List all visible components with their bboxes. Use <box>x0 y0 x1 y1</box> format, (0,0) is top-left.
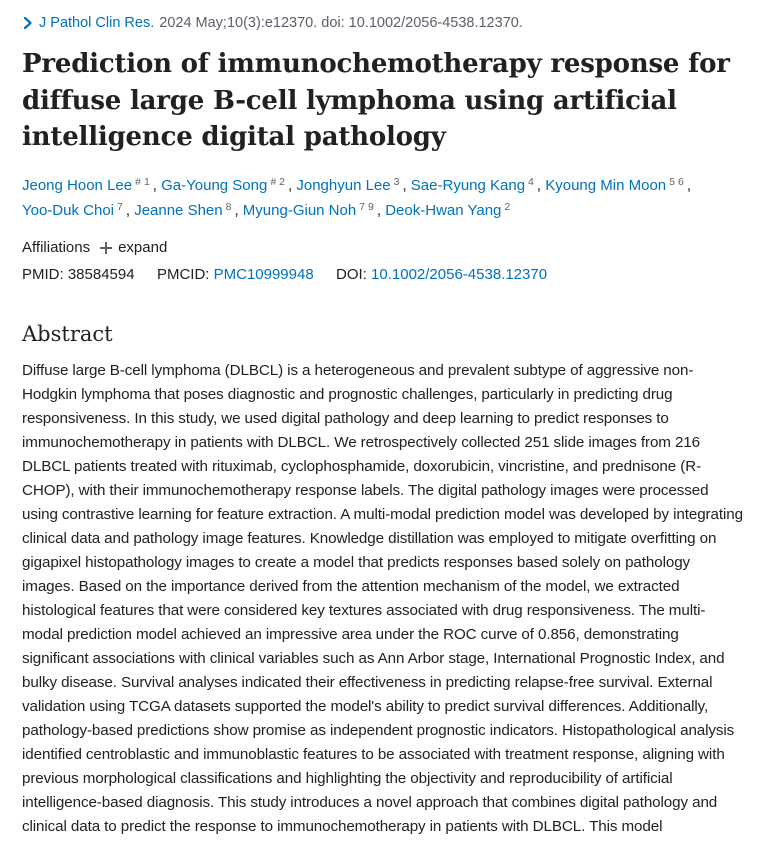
author-affiliation-marks <box>528 176 537 188</box>
author-link[interactable]: Ga-Young Song <box>161 176 268 194</box>
expand-affiliations-button[interactable] <box>100 237 167 259</box>
citation-details: 2024 May;10(3):e12370. doi: 10.1002/2056-4538.12370. <box>159 15 523 31</box>
affiliation-mark[interactable]: 7 <box>117 200 123 213</box>
author-item <box>385 202 513 219</box>
author-link[interactable]: Myung-Giun Noh <box>242 201 357 219</box>
affiliation-mark[interactable]: 4 <box>528 175 534 188</box>
affiliation-mark[interactable]: 5 <box>669 175 675 188</box>
author-item <box>22 177 153 194</box>
author-link[interactable]: Yoo-Duk Choi <box>22 201 114 219</box>
author-affiliation-marks <box>135 176 153 188</box>
pmid-value: 38584594 <box>67 265 135 283</box>
expand-label: expand <box>118 238 168 256</box>
author-item <box>411 177 537 194</box>
article-header <box>22 12 746 839</box>
author-affiliation-marks <box>270 176 288 188</box>
author-item <box>161 177 288 194</box>
author-item <box>296 177 402 194</box>
author-link[interactable]: Jeanne Shen <box>134 201 223 219</box>
pmcid-label: PMCID: <box>156 265 210 283</box>
author-affiliation-marks <box>117 201 126 213</box>
journal-link[interactable]: J Pathol Clin Res. <box>39 15 155 31</box>
abstract-heading: Abstract <box>22 321 113 346</box>
author-list: Jeong Hoon Lee $^{\# 1}$ , Ga-Young Song $^{\# 2}$ , Jonghyun Lee $^3$ , Sae-Ryung Kang $^4$ , Kyoung Min Moon $^{5 6}$ , Yoo-Duk Choi $^7$ , Jeanne Shen $^8$ , Myung-Giun Noh $^{7 9}$ , Deok-Hwan Yang $^2$ <box>22 175 691 219</box>
affiliation-mark[interactable]: 2 <box>279 175 286 188</box>
author-affiliation-marks <box>359 201 377 213</box>
author-link[interactable]: Jonghyun Lee <box>296 176 391 194</box>
article-title: Prediction of immunochemotherapy response for diffuse large B-cell lymphoma using artificial intelligence digital pathology <box>22 49 730 152</box>
citation-line <box>22 12 746 34</box>
affiliation-mark[interactable]: 9 <box>368 200 374 213</box>
doi-link[interactable]: 10.1002/2056-4538.12370 <box>371 265 548 283</box>
author-item <box>134 202 234 219</box>
author-affiliation-marks <box>504 201 513 213</box>
author-link[interactable]: Deok-Hwan Yang <box>385 201 502 219</box>
author-link[interactable]: Kyoung Min Moon <box>545 176 667 194</box>
author-link[interactable]: Sae-Ryung Kang <box>410 176 526 194</box>
affiliation-mark[interactable]: # <box>135 175 141 188</box>
chevron-right-icon <box>22 16 34 30</box>
pmid-label: PMID: <box>22 265 64 283</box>
plus-icon <box>100 242 112 254</box>
affiliation-mark[interactable]: 1 <box>143 175 150 188</box>
affiliation-mark[interactable]: 3 <box>393 175 400 188</box>
author-item <box>22 202 126 219</box>
affiliation-mark[interactable]: 7 <box>359 200 366 213</box>
affiliation-mark[interactable]: 2 <box>504 200 511 213</box>
affiliations-label: Affiliations <box>22 238 91 256</box>
author-item <box>545 177 687 194</box>
abstract-text: Diffuse large B-cell lymphoma (DLBCL) is a heterogeneous and prevalent subtype of aggressive non-Hodgkin lymphoma that poses diagnostic and prognostic challenges, particularly in predicting drug responsiveness. In this study, we used digital pathology and deep learning to predict responses to immunochemotherapy in patients with DLBCL. We retrospectively collected 251 slide images from 216 DLBCL patients treated with rituximab, cyclophosphamide, doxorubicin, vincristine, and prednisone (R-CHOP), with their immunochemotherapy response labels. The digital pathology images were processed using contrastive learning for feature extraction. A multi-modal prediction model was developed by integrating clinical data and pathology image features. Knowledge distillation was employed to mitigate overfitting on gigapixel histopathology images to create a model that predicts responses based solely on pathology images. Based on the importance derived from the attention mechanism of the model, we extracted histological features that were considered key textures associated with drug responsiveness. The multi-modal prediction model achieved an impressive area under the ROC curve of 0.856, demonstrating significant associations with clinical variables such as Ann Arbor stage, International Prognostic Index, and bulky disease. Survival analyses indicated their effectiveness in predicting relapse-free survival. External validation using TCGA datasets supported the model's ability to predict survival differences. Additionally, pathology-based predictions show promise as independent prognostic indicators. Histopathological analysis identified centroblastic and immunoblastic features to be associated with treatment response, aligning with previous morphological classifications and highlighting the objectivity and reproducibility of artificial intelligence-based diagnosis. This study introduces a novel approach that combines digital pathology and clinical data to predict the response to immunochemotherapy in patients with DLBCL. This model <box>22 361 743 835</box>
affiliations-row <box>22 237 746 259</box>
author-affiliation-marks <box>669 176 687 188</box>
affiliation-mark[interactable]: 8 <box>225 200 232 213</box>
author-link[interactable]: Jeong Hoon Lee <box>22 176 133 194</box>
identifiers-row <box>22 264 746 286</box>
author-affiliation-marks <box>226 201 235 213</box>
author-affiliation-marks <box>394 176 403 188</box>
doi-label: DOI: <box>336 265 367 283</box>
affiliation-mark[interactable]: # <box>270 175 277 188</box>
pmcid-link[interactable]: PMC10999948 <box>213 265 314 283</box>
affiliation-mark[interactable]: 6 <box>677 175 684 188</box>
author-item <box>243 202 377 219</box>
